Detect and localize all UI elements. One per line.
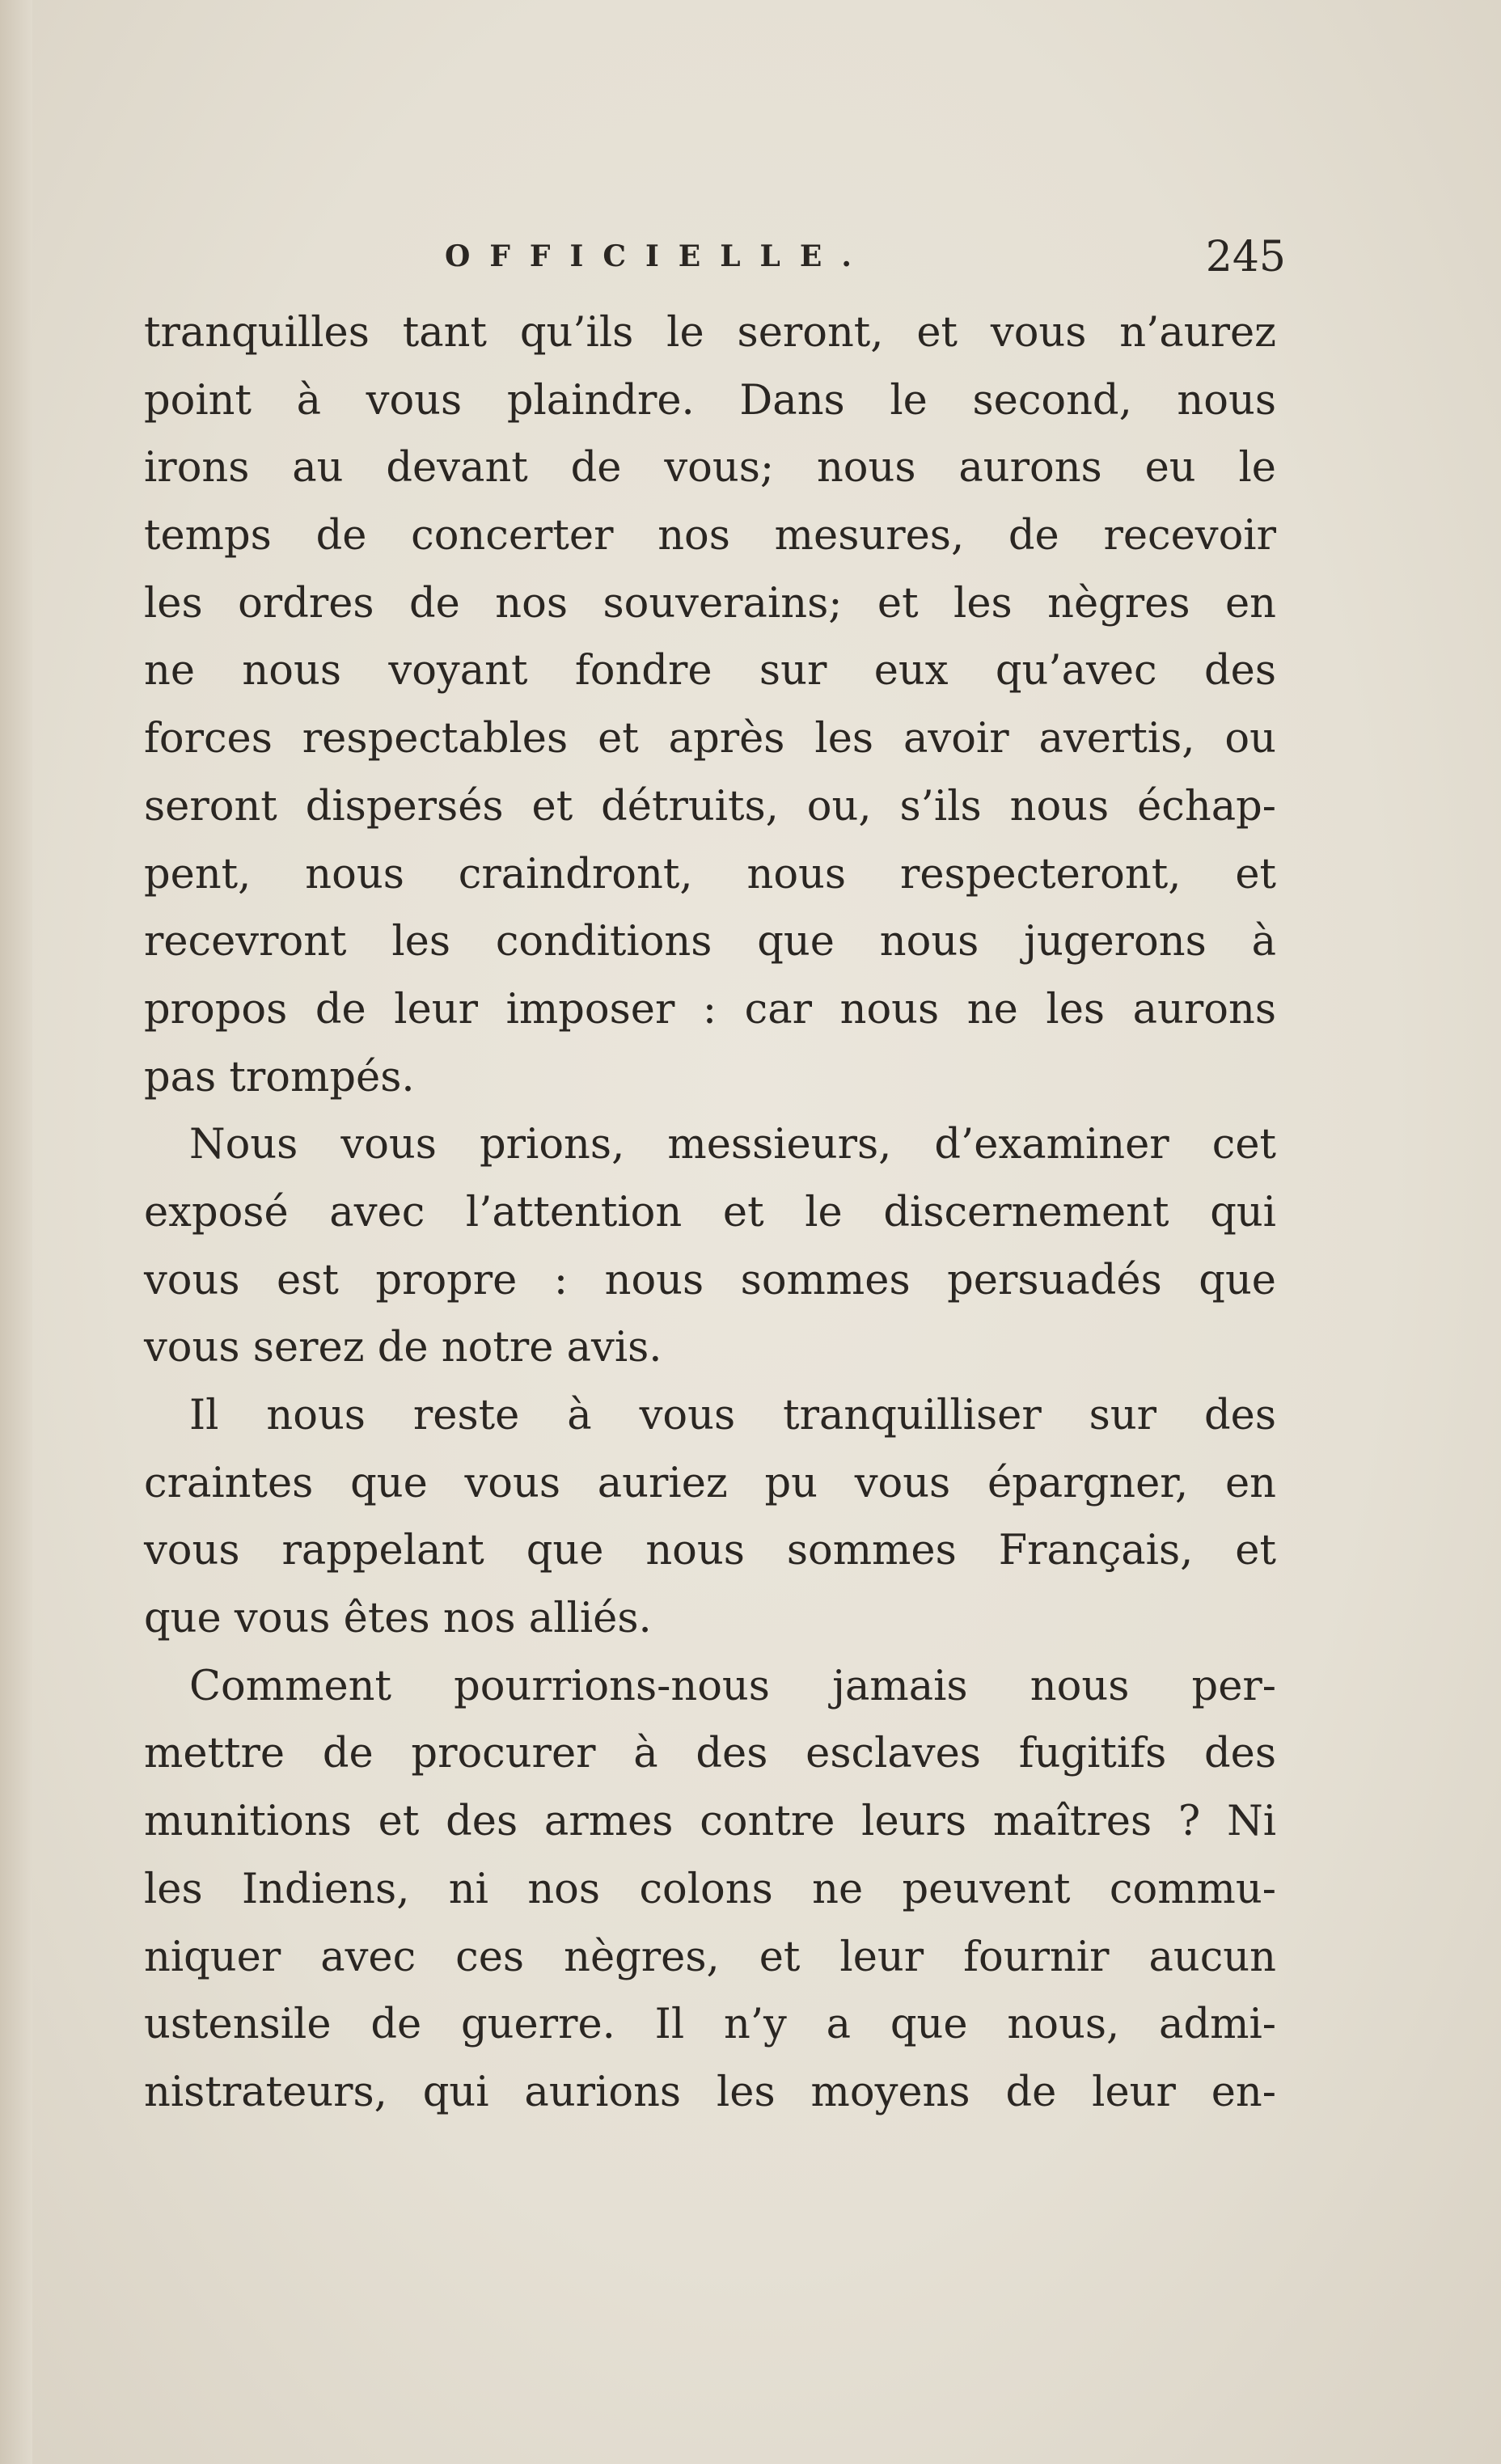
text-line: exposé avec l’attention et le discernement qui — [144, 1188, 1276, 1236]
text-line: vous est propre : nous sommes persuadés que — [144, 1256, 1276, 1304]
text-line: nistrateurs, qui aurions les moyens de leur en- — [144, 2068, 1276, 2116]
text-line: Nous vous prions, messieurs, d’examiner cet — [189, 1121, 1276, 1169]
page-number: 245 — [1205, 233, 1286, 281]
page-header — [445, 233, 1286, 298]
text-line: vous serez de notre avis. — [144, 1324, 662, 1372]
page-gutter — [0, 0, 32, 2464]
text-line: niquer avec ces nègres, et leur fournir aucun — [144, 1933, 1276, 1981]
text-line: que vous êtes nos alliés. — [144, 1595, 652, 1643]
text-line: pent, nous craindront, nous respecteront, et — [144, 850, 1276, 898]
text-line: propos de leur imposer : car nous ne les aurons — [144, 985, 1276, 1033]
text-line: point à vous plaindre. Dans le second, nous — [144, 376, 1276, 425]
text-line: recevront les conditions que nous jugerons à — [144, 918, 1276, 966]
text-line: pas trompés. — [144, 1053, 415, 1101]
text-line: forces respectables et après les avoir avertis, ou — [144, 715, 1276, 763]
text-line: Comment pourrions-nous jamais nous per- — [189, 1662, 1276, 1710]
text-line: craintes que vous auriez pu vous épargner, en — [144, 1459, 1276, 1507]
text-line: temps de concerter nos mesures, de recevoir — [144, 512, 1276, 560]
text-line: mettre de procurer à des esclaves fugitifs des — [144, 1730, 1276, 1778]
text-line: les Indiens, ni nos colons ne peuvent commu- — [144, 1865, 1276, 1913]
text-line: les ordres de nos souverains; et les nègres en — [144, 579, 1276, 628]
text-line: seront dispersés et détruits, ou, s’ils nous échap- — [144, 782, 1276, 830]
text-line: ne nous voyant fondre sur eux qu’avec des — [144, 647, 1276, 695]
text-line: munitions et des armes contre leurs maîtres ? Ni — [144, 1798, 1276, 1846]
running-title: OFFICIELLE. — [445, 239, 871, 273]
text-line: tranquilles tant qu’ils le seront, et vous n’aurez — [144, 309, 1276, 357]
text-line: Il nous reste à vous tranquilliser sur des — [189, 1392, 1276, 1439]
text-line: irons au devant de vous; nous aurons eu le — [144, 444, 1276, 492]
text-line: ustensile de guerre. Il n’y a que nous, admi- — [144, 2001, 1276, 2049]
text-line: vous rappelant que nous sommes Français, et — [144, 1527, 1276, 1575]
body-text — [144, 299, 1276, 2127]
